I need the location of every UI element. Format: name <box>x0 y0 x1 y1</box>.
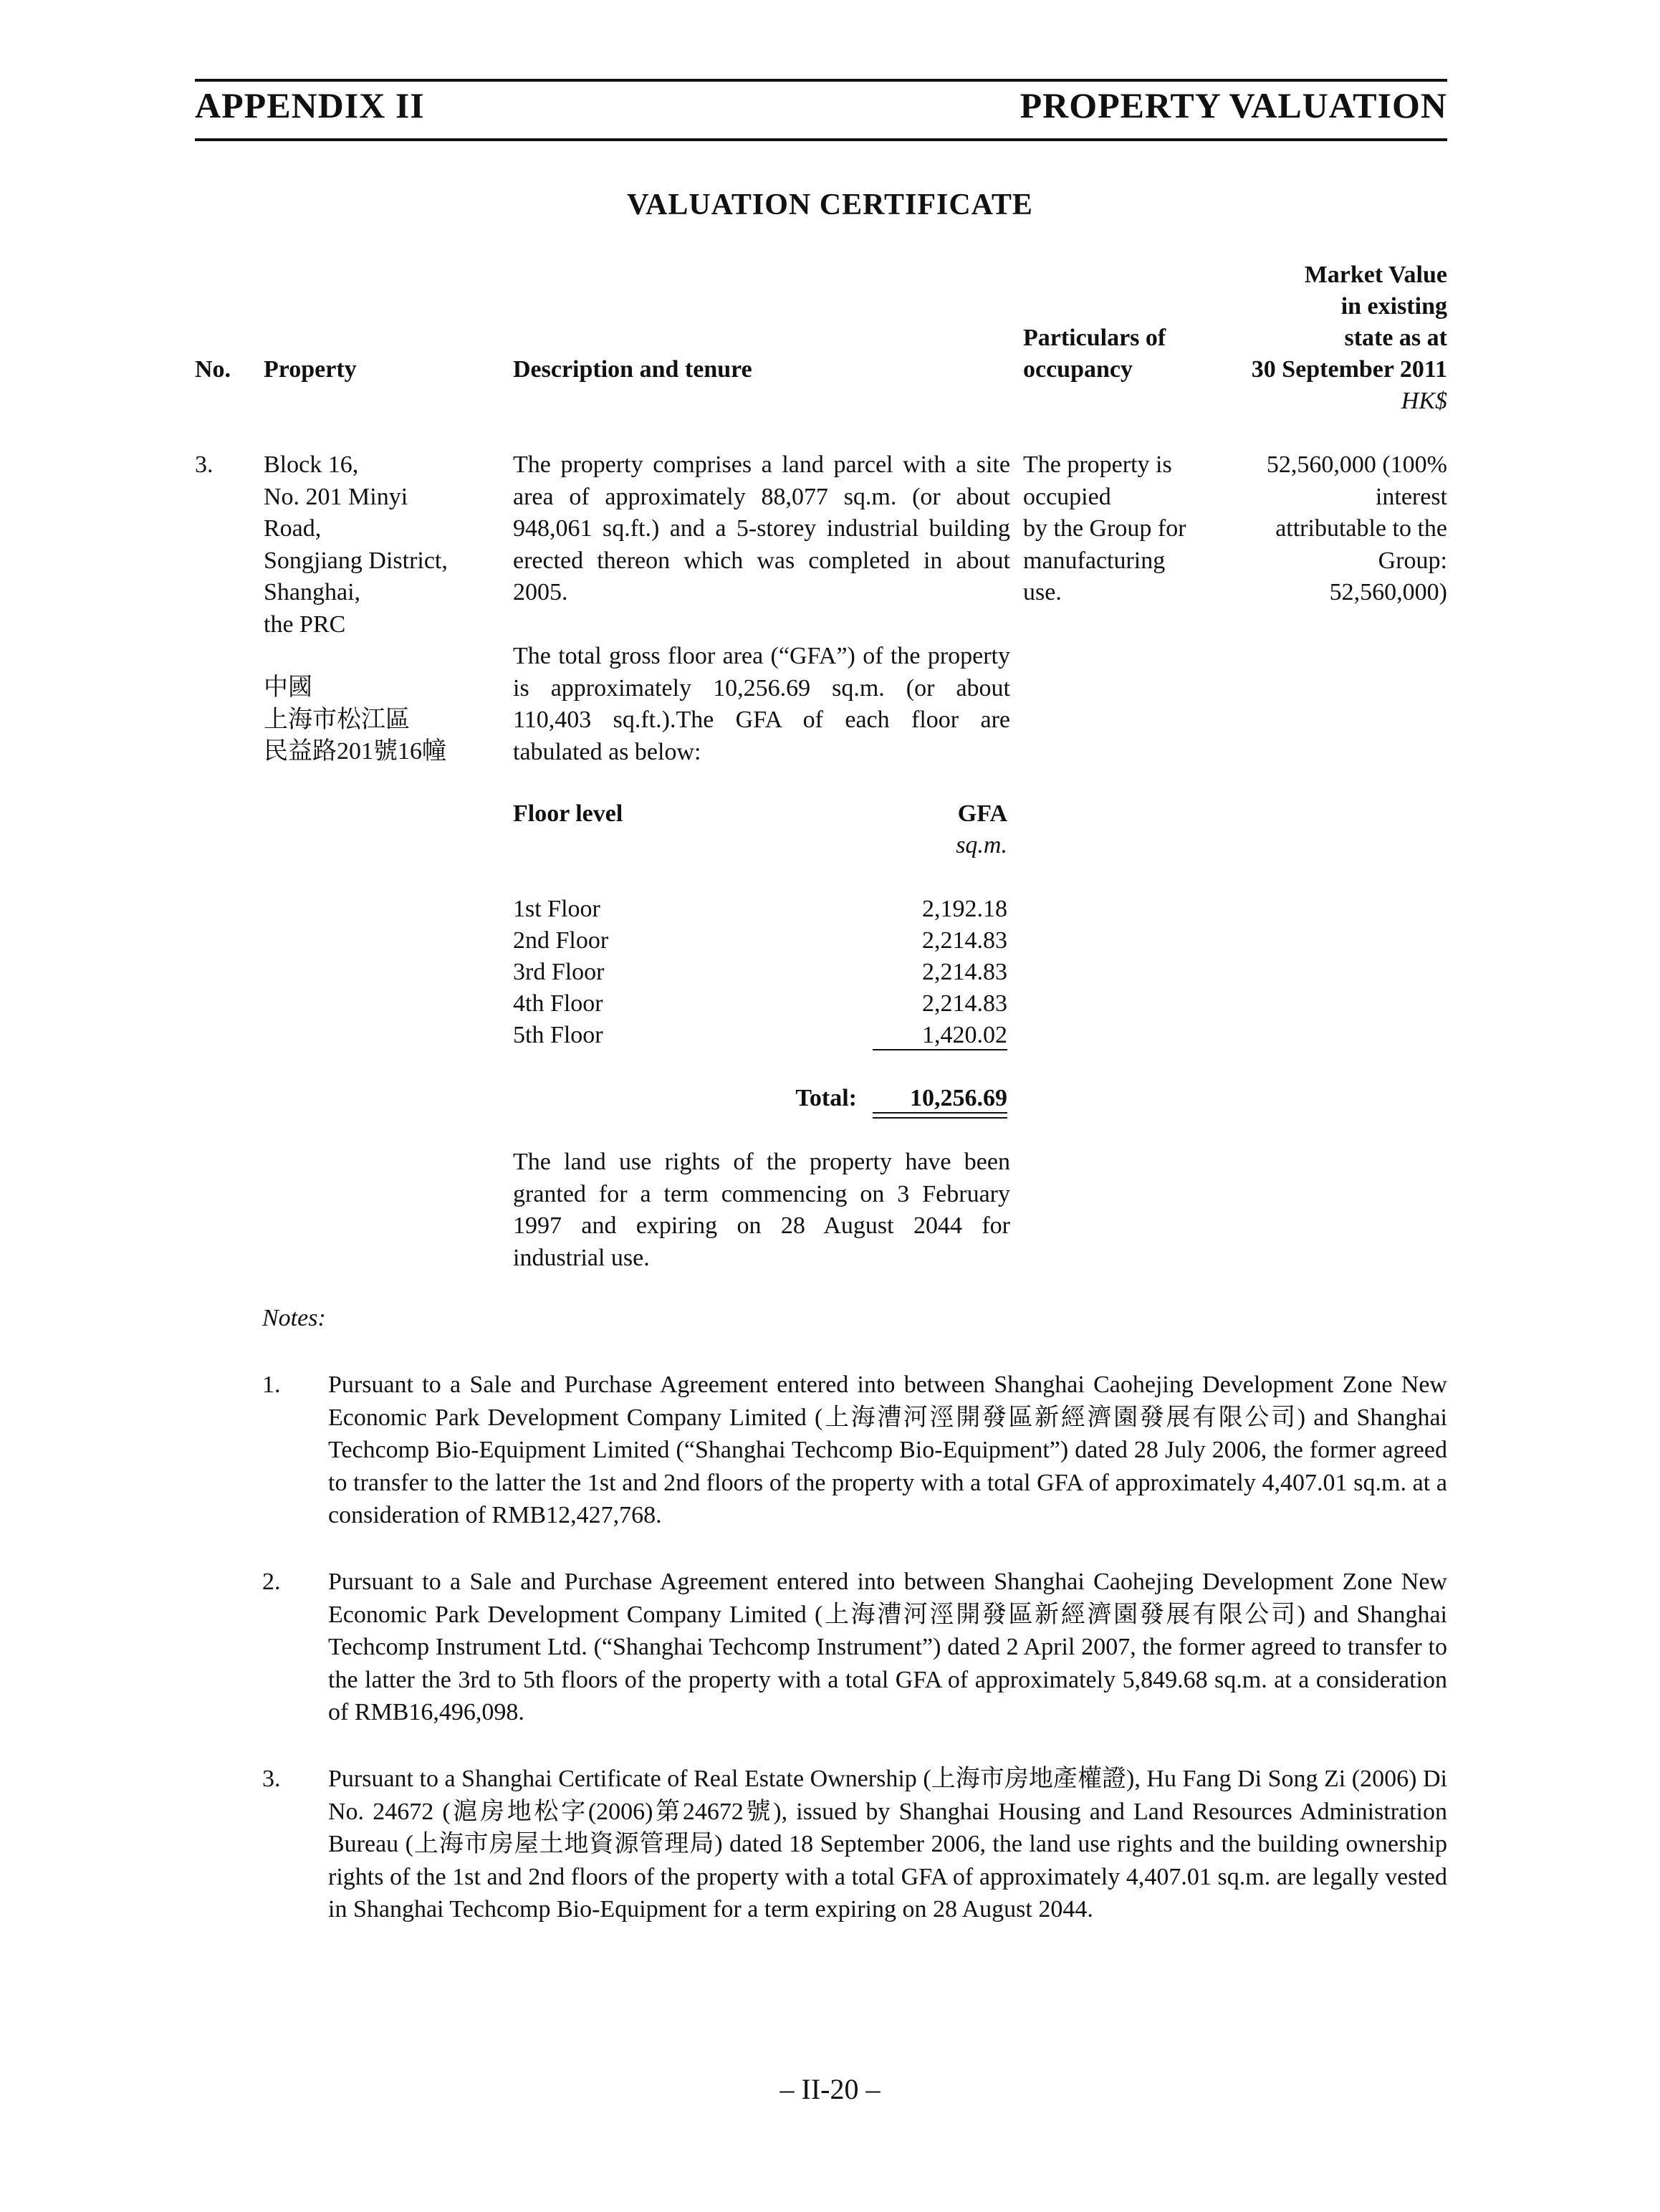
particulars-line: The property is <box>1023 451 1172 478</box>
note-text: Pursuant to a Shanghai Certificate of Real Estate Ownership (上海市房地產權證), Hu Fang Di Song Zi (2006) Di No. 24672 (滬房地松字(2006)第24672號), issued by Shanghai Housing and Land Resources Administration Bureau (上海市房屋土地資源管理局) dated 18 September 2006, the land use rights and the building ownership rights of the 1st and 2nd floors of the property with a total GFA of approximately 4,407.01 sq.m. are legally vested in Shanghai Techcomp Bio-Equipment for a term expiring on 28 August 2044. <box>328 1766 1447 1923</box>
column-header-particulars-line: Particulars of <box>1023 325 1166 351</box>
column-header-no: No. <box>195 356 231 383</box>
header-appendix: APPENDIX II <box>195 85 425 125</box>
floor-table-header <box>513 798 1007 830</box>
floor-table-total-row <box>513 1083 1007 1114</box>
property-address-line: Songjiang District, <box>264 547 448 574</box>
floor-gfa: 2,214.83 <box>922 959 1007 985</box>
floor-table-header-gfa: GFA <box>957 800 1007 827</box>
property-address <box>264 449 448 641</box>
floor-gfa: 2,192.18 <box>922 896 1007 922</box>
property-address-chinese-line: 上海市松江區 <box>264 706 410 733</box>
floor-table-row <box>513 925 1007 957</box>
floor-table-total-value: 10,256.69 <box>910 1085 1007 1111</box>
property-address-line: Shanghai, <box>264 579 361 605</box>
column-header-currency: HK$ <box>1401 388 1447 414</box>
floor-table-row <box>513 957 1007 988</box>
floor-level: 1st Floor <box>513 896 600 922</box>
particulars-line: manufacturing <box>1023 547 1166 574</box>
column-header-market-value-line: 30 September 2011 <box>1251 356 1447 383</box>
column-header-market-value-line: in existing <box>1340 293 1447 320</box>
column-header-particulars-line: occupancy <box>1023 356 1133 383</box>
property-address-line: No. 201 Minyi <box>264 483 408 510</box>
column-header-market-value <box>1252 259 1447 417</box>
header-section-title: PROPERTY VALUATION <box>1019 85 1447 125</box>
property-address-chinese-line: 民益路201號16幢 <box>264 738 446 765</box>
description-paragraph-2: The total gross floor area (“GFA”) of the property is approximately 10,256.69 sq.m. (or about 110,403 sq.ft.).The GFA of each floor are tabulated as below: <box>513 643 1010 765</box>
floor-table-unit-row <box>513 830 1007 861</box>
floor-level: 3rd Floor <box>513 959 605 985</box>
floor-table-row <box>513 988 1007 1020</box>
description-paragraph-1: The property comprises a land parcel with a site area of approximately 88,077 sq.m. (or about 948,061 sq.ft.) and a 5-storey industrial building erected thereon which was completed in about 2005. <box>513 451 1010 605</box>
property-address-line: Block 16, <box>264 451 359 478</box>
column-header-description: Description and tenure <box>513 356 752 383</box>
particulars-of-occupancy <box>1023 449 1186 609</box>
note-text: Pursuant to a Sale and Purchase Agreement entered into between Shanghai Caohejing Development Zone New Economic Park Development Company Limited (上海漕河涇開發區新經濟園發展有限公司) and Shanghai Techcomp Instrument Ltd. (“Shanghai Techcomp Instrument”) dated 2 April 2007, the former agreed to transfer to the latter the 3rd to 5th floors of the property with a total GFA of approximately 5,849.68 sq.m. at a consideration of RMB16,496,098. <box>328 1569 1447 1725</box>
column-header-property: Property <box>264 356 357 383</box>
column-header-particulars <box>1023 322 1166 386</box>
note-text: Pursuant to a Sale and Purchase Agreement entered into between Shanghai Caohejing Development Zone New Economic Park Development Company Limited (上海漕河涇開發區新經濟園發展有限公司) and Shanghai Techcomp Bio-Equipment Limited (“Shanghai Techcomp Bio-Equipment”) dated 28 July 2006, the former agreed to transfer to the latter the 1st and 2nd floors of the property with a total GFA of approximately 4,407.01 sq.m. at a consideration of RMB12,427,768. <box>328 1371 1447 1528</box>
particulars-line: by the Group for <box>1023 515 1186 542</box>
property-address-line: the PRC <box>264 611 346 638</box>
market-value-line: 52,560,000) <box>1329 579 1447 605</box>
floor-table-unit: sq.m. <box>956 832 1007 858</box>
row-number: 3. <box>195 451 214 478</box>
particulars-line: use. <box>1023 579 1062 605</box>
market-value-line: interest <box>1375 483 1447 510</box>
market-value-line: attributable to the <box>1275 515 1447 542</box>
note-number: 2. <box>262 1569 281 1595</box>
property-address-chinese <box>264 672 446 768</box>
floor-gfa: 2,214.83 <box>922 990 1007 1017</box>
particulars-line: occupied <box>1023 483 1111 510</box>
floor-level: 2nd Floor <box>513 927 609 954</box>
floor-table-header-level: Floor level <box>513 800 623 827</box>
note-number: 1. <box>262 1371 281 1398</box>
column-header-market-value-line: Market Value <box>1304 262 1447 288</box>
description-paragraph-3: The land use rights of the property have been granted for a term commencing on 3 February 1997 and expiring on 28 August 2044 for industrial use. <box>513 1149 1010 1271</box>
floor-level: 5th Floor <box>513 1022 603 1048</box>
floor-gfa: 1,420.02 <box>922 1022 1007 1048</box>
floor-gfa: 2,214.83 <box>922 927 1007 954</box>
property-address-line: Road, <box>264 515 322 542</box>
total-double-rule-top <box>873 1112 1007 1114</box>
page-number: – II-20 – <box>779 2073 881 2105</box>
property-address-chinese-line: 中國 <box>264 674 312 701</box>
column-header-market-value-line: state as at <box>1344 325 1447 351</box>
total-double-rule-bottom <box>873 1117 1007 1119</box>
header-top-rule <box>195 79 1447 82</box>
notes-heading: Notes: <box>262 1305 326 1331</box>
floor-table-total-label: Total: <box>795 1085 857 1111</box>
floor-table-row <box>513 1020 1007 1051</box>
page-title: VALUATION CERTIFICATE <box>627 188 1033 221</box>
floor-level: 4th Floor <box>513 990 603 1017</box>
market-value-line: Group: <box>1378 547 1447 574</box>
market-value-line: 52,560,000 (100% <box>1266 451 1447 478</box>
header-bottom-rule <box>195 138 1447 141</box>
subtotal-rule <box>873 1049 1007 1050</box>
market-value <box>1267 449 1447 609</box>
note-number: 3. <box>262 1766 281 1792</box>
floor-table-row <box>513 894 1007 925</box>
